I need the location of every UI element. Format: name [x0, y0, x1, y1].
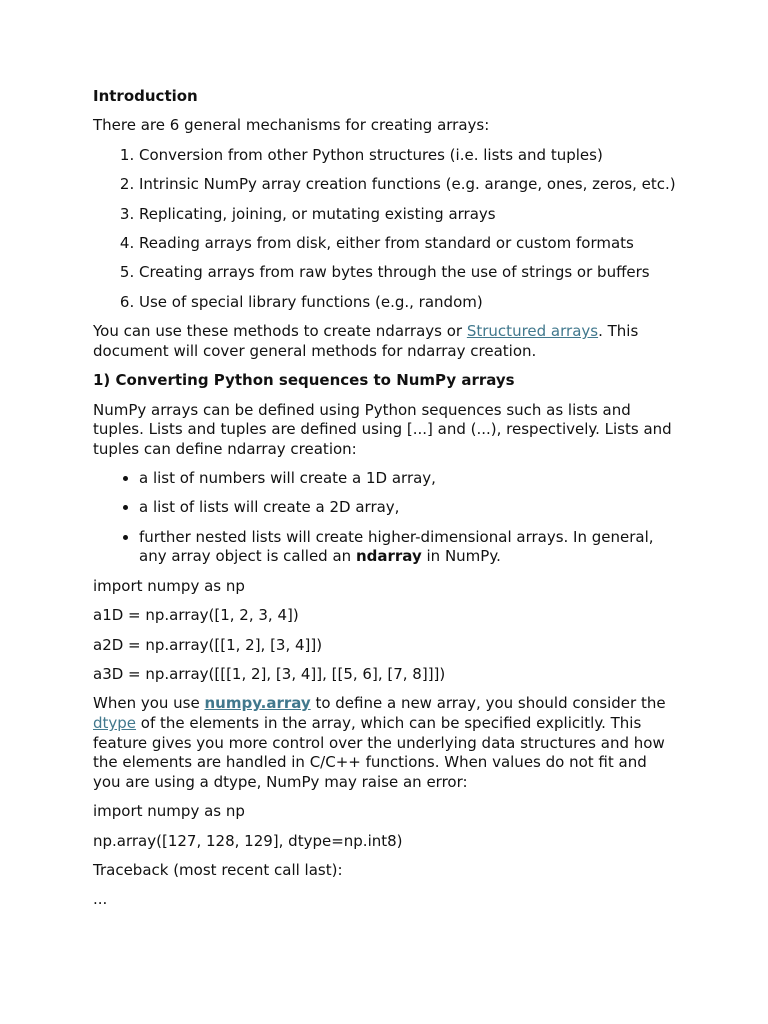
list-item: 6. Use of special library functions (e.g., random)	[139, 293, 678, 313]
methods-paragraph	[93, 322, 678, 361]
code-line: Traceback (most recent call last):	[93, 860, 343, 879]
code-line: a3D = np.array([[[1, 2], [3, 4]], [[5, 6], [7, 8]]])	[93, 665, 446, 684]
dtype-text-1: When you use	[93, 694, 205, 713]
methods-text-after: . This document will cover general methods for ndarray creation.	[93, 322, 639, 360]
numpy-array-link[interactable]: numpy.array	[204, 694, 311, 713]
document-body	[93, 87, 678, 920]
ndarray-term: ndarray	[355, 547, 422, 566]
introduction-lead: There are 6 general mechanisms for creating arrays:	[93, 116, 490, 135]
introduction-heading: Introduction	[93, 87, 198, 105]
section1-paragraph: NumPy arrays can be defined using Python sequences such as lists and tuples. Lists and tuples are defined using [...] and (...), respectively. Lists and tuples can define ndarray creation:	[93, 400, 672, 458]
dtype-text-3: of the elements in the array, which can be specified explicitly. This feature gives you more control over the underlying data structures and how the elements are handled in C/C++ functions. When values do not fit and you are using a dtype, NumPy may raise an error:	[93, 714, 665, 791]
code-line: import numpy as np	[93, 576, 245, 595]
list-item: • a list of numbers will create a 1D array,	[139, 469, 678, 489]
list-item: 3. Replicating, joining, or mutating existing arrays	[139, 205, 678, 225]
list-item: 5. Creating arrays from raw bytes through the use of strings or buffers	[139, 263, 678, 283]
code-line: np.array([127, 128, 129], dtype=np.int8)	[93, 831, 403, 850]
code-line: import numpy as np	[93, 802, 245, 821]
bullet3-text-after: in NumPy.	[421, 547, 501, 566]
mechanisms-list	[93, 146, 678, 313]
code-line: a2D = np.array([[1, 2], [3, 4]])	[93, 635, 323, 654]
list-item: 4. Reading arrays from disk, either from standard or custom formats	[139, 234, 678, 254]
methods-text-before: You can use these methods to create ndarrays or	[93, 322, 467, 341]
section1-heading: 1) Converting Python sequences to NumPy arrays	[93, 371, 515, 390]
dtype-paragraph	[93, 694, 678, 792]
dtype-text-2: to define a new array, you should consider the	[310, 694, 666, 713]
dtype-link[interactable]: dtype	[93, 714, 137, 732]
list-item: • a list of lists will create a 2D array,	[139, 498, 678, 518]
code-line: ...	[93, 890, 108, 909]
code-line: a1D = np.array([1, 2, 3, 4])	[93, 606, 299, 625]
list-item: 1. Conversion from other Python structures (i.e. lists and tuples)	[139, 146, 678, 166]
bullet3-text-before: further nested lists will create higher-dimensional arrays. In general, any array object is called an	[139, 527, 654, 566]
list-item: 2. Intrinsic NumPy array creation functions (e.g. arange, ones, zeros, etc.)	[139, 175, 678, 195]
ndarray-bullets	[93, 469, 678, 567]
list-item	[139, 528, 678, 567]
structured-arrays-link[interactable]: Structured arrays	[466, 322, 599, 341]
